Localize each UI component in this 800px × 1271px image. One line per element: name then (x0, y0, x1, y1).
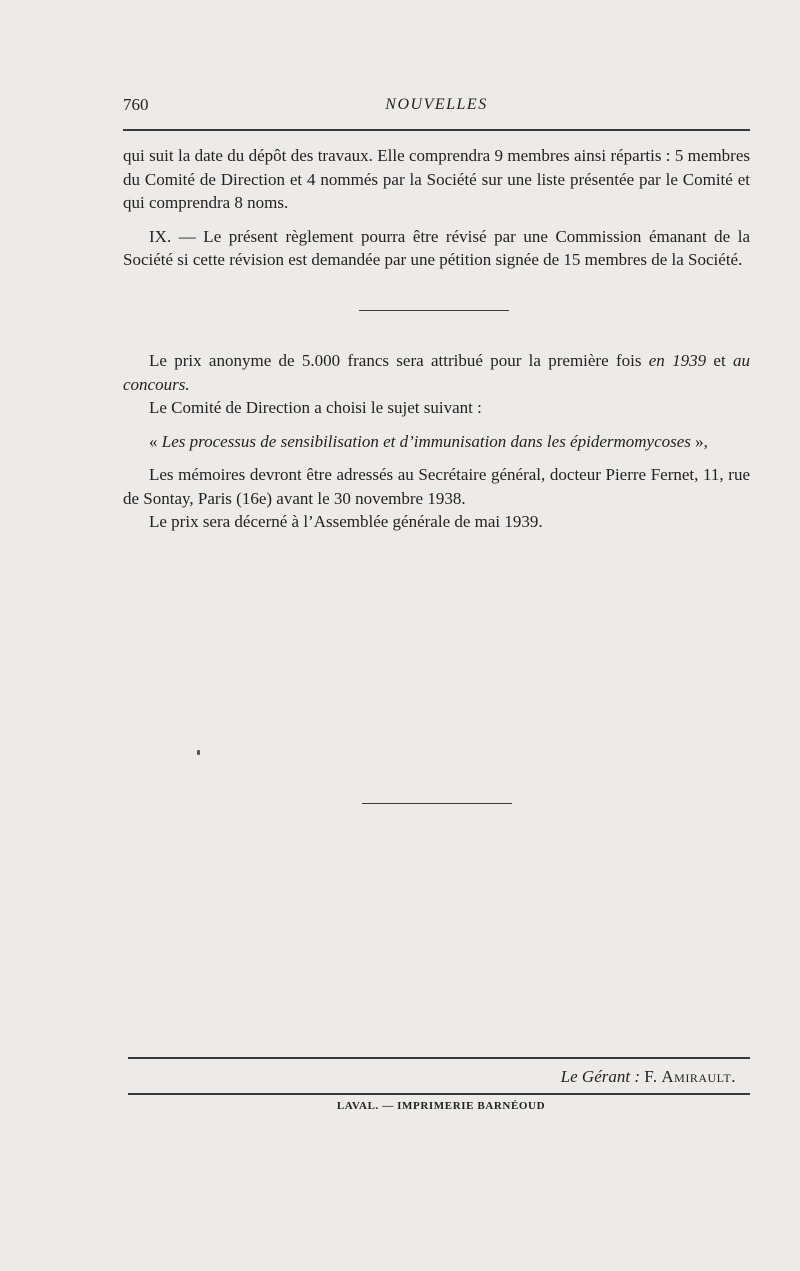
running-head (123, 95, 750, 121)
paragraph-prize: Le prix anonyme de 5.000 francs sera attribué pour la première fois en 1939 et au concours. (123, 351, 751, 394)
body-text-prize (123, 349, 750, 534)
ink-speck (197, 750, 200, 755)
running-title: NOUVELLES (385, 96, 488, 113)
section-separator-rule (359, 310, 509, 311)
footer-top-rule (128, 1057, 750, 1059)
printer-imprint: LAVAL. — IMPRIMERIE BARNÉOUD (336, 1100, 546, 1112)
paragraph: qui suit la date du dépôt des travaux. Elle comprendra 9 membres ainsi répartis : 5 membres du Comité de Direction et 4 nommés par la Société sur une liste présentée par le Comité et qui comprendra 8 noms. (123, 146, 750, 212)
paragraph-award: Le prix sera décerné à l’Assemblée générale de mai 1939. (149, 512, 543, 531)
paragraph-article-ix: IX. — Le présent règlement pourra être révisé par une Commission émanant de la Société si cette révision est demandée par une pétition signée de 15 membres de la Société. (123, 226, 750, 269)
gerant-signature: Le Gérant : F. Amirault. (560, 1067, 736, 1086)
footer-bottom-rule (128, 1093, 750, 1095)
paragraph-subject-intro: Le Comité de Direction a choisi le sujet suivant : (149, 398, 482, 417)
header-rule (123, 129, 750, 131)
paragraph-submission: Les mémoires devront être adressés au Secrétaire général, docteur Pierre Fernet, 11, rue de Sontay, Paris (16e) avant le 30 novembre 1938. (123, 465, 750, 508)
page-number: 760 (123, 95, 149, 114)
body-text-top (123, 144, 750, 272)
end-separator-rule (362, 803, 512, 804)
paragraph-subject: « Les processus de sensibilisation et d’immunisation dans les épidermomycoses », (149, 431, 708, 451)
